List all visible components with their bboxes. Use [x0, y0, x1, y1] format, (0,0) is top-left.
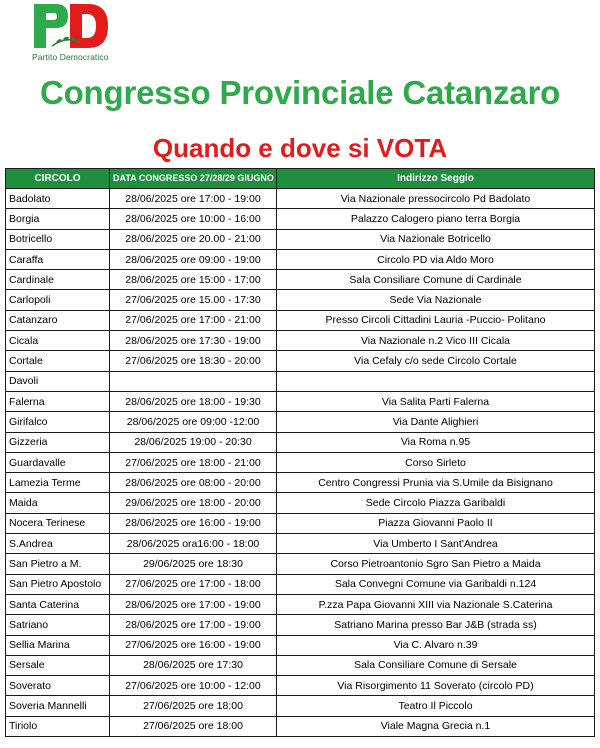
header-circolo: CIRCOLO — [6, 169, 110, 189]
cell-date: 27/06/2025 ore 15.00 - 17:30 — [110, 290, 277, 310]
table-row — [6, 554, 595, 574]
cell-date: 28/06/2025 ore 09:00 -12:00 — [110, 412, 277, 432]
header-date: DATA CONGRESSO 27/28/29 GIUGNO — [110, 169, 277, 189]
cell-date: 28/06/2025 ore 16:00 - 19:00 — [110, 513, 277, 533]
cell-date: 28/06/2025 ore 17:00 - 19:00 — [110, 594, 277, 614]
cell-circolo: Cortale — [6, 351, 110, 371]
cell-circolo: Botricello — [6, 229, 110, 249]
cell-circolo: Satriano — [6, 615, 110, 635]
table-row — [6, 310, 595, 330]
cell-date: 28/06/2025 ore 17:30 - 19:00 — [110, 331, 277, 351]
cell-date: 28/06/2025 ore 18:00 - 19:30 — [110, 391, 277, 411]
cell-circolo: Soverato — [6, 676, 110, 696]
header-address: Indirizzo Seggio — [277, 169, 595, 189]
pd-logo — [28, 2, 118, 66]
cell-address: Circolo PD via Aldo Moro — [277, 249, 595, 269]
cell-date: 28/06/2025 ore 17:00 - 19:00 — [110, 615, 277, 635]
cell-circolo: Tiriolo — [6, 716, 110, 736]
cell-date: 27/06/2025 ore 18:00 — [110, 716, 277, 736]
pd-logo-icon — [32, 2, 112, 52]
cell-address: Sede Circolo Piazza Garibaldi — [277, 493, 595, 513]
cell-circolo: Davoli — [6, 371, 110, 391]
table-row — [6, 432, 595, 452]
table-row — [6, 229, 595, 249]
cell-address: Piazza Giovanni Paolo II — [277, 513, 595, 533]
cell-date: 28/06/2025 ora16:00 - 18:00 — [110, 534, 277, 554]
cell-address: Presso Circoli Cittadini Lauria -Puccio- Politano — [277, 310, 595, 330]
table-row — [6, 696, 595, 716]
cell-address: Viale Magna Grecia n.1 — [277, 716, 595, 736]
cell-circolo: San Pietro a M. — [6, 554, 110, 574]
table-row — [6, 331, 595, 351]
table-row — [6, 189, 595, 209]
cell-circolo: Lamezia Terme — [6, 473, 110, 493]
table-body — [6, 189, 595, 737]
table-row — [6, 473, 595, 493]
table-row — [6, 574, 595, 594]
cell-date: 27/06/2025 ore 18:00 - 21:00 — [110, 452, 277, 472]
cell-address: Corso Sirleto — [277, 452, 595, 472]
cell-circolo: Cicala — [6, 331, 110, 351]
cell-address: Satriano Marina presso Bar J&B (strada ss) — [277, 615, 595, 635]
table-row — [6, 452, 595, 472]
cell-date: 27/06/2025 ore 17:00 - 18:00 — [110, 574, 277, 594]
cell-address: Sala Consiliare Comune di Cardinale — [277, 270, 595, 290]
table-row — [6, 655, 595, 675]
cell-address: Via Nazionale Botricello — [277, 229, 595, 249]
cell-address: Teatro Il Piccolo — [277, 696, 595, 716]
cell-date: 27/06/2025 ore 17:00 - 21:00 — [110, 310, 277, 330]
logo-text: Partito Democratico — [32, 52, 109, 62]
cell-date: 28/06/2025 ore 10:00 - 16:00 — [110, 209, 277, 229]
cell-date: 28/06/2025 ore 15:00 - 17:00 — [110, 270, 277, 290]
table-row — [6, 534, 595, 554]
cell-address: Via Nazionale pressocircolo Pd Badolato — [277, 189, 595, 209]
cell-date — [110, 371, 277, 391]
cell-address: Sede Via Nazionale — [277, 290, 595, 310]
page-subtitle: Quando e dove si VOTA — [152, 133, 448, 163]
cell-circolo: Soveria Mannelli — [6, 696, 110, 716]
cell-date: 28/06/2025 ore 09:00 - 19:00 — [110, 249, 277, 269]
table-row — [6, 209, 595, 229]
table-row — [6, 412, 595, 432]
cell-address: Via Salita Parti Falerna — [277, 391, 595, 411]
table-row — [6, 249, 595, 269]
cell-date: 28/06/2025 ore 08:00 - 20:00 — [110, 473, 277, 493]
cell-circolo: Falerna — [6, 391, 110, 411]
cell-circolo: Cardinale — [6, 270, 110, 290]
cell-address: Via Roma n.95 — [277, 432, 595, 452]
table-row — [6, 270, 595, 290]
cell-circolo: San Pietro Apostolo — [6, 574, 110, 594]
cell-address: Via C. Alvaro n.39 — [277, 635, 595, 655]
cell-circolo: Guardavalle — [6, 452, 110, 472]
table-row — [6, 391, 595, 411]
cell-address: P.zza Papa Giovanni XIII via Nazionale S.Caterina — [277, 594, 595, 614]
cell-circolo: Borgia — [6, 209, 110, 229]
table-row — [6, 513, 595, 533]
cell-date: 28/06/2025 ore 17:30 — [110, 655, 277, 675]
cell-date: 27/06/2025 ore 16:00 - 19:00 — [110, 635, 277, 655]
cell-date: 27/06/2025 ore 18:00 — [110, 696, 277, 716]
cell-address: Via Dante Alighieri — [277, 412, 595, 432]
cell-circolo: Badolato — [6, 189, 110, 209]
cell-address: Via Umberto I Sant'Andrea — [277, 534, 595, 554]
cell-address: Via Risorgimento 11 Soverato (circolo PD) — [277, 676, 595, 696]
cell-date: 29/06/2025 ore 18:00 - 20:00 — [110, 493, 277, 513]
table-row — [6, 290, 595, 310]
cell-circolo: Catanzaro — [6, 310, 110, 330]
cell-date: 29/06/2025 ore 18:30 — [110, 554, 277, 574]
cell-circolo: Sersale — [6, 655, 110, 675]
cell-address: Corso Pietroantonio Sgro San Pietro a Maida — [277, 554, 595, 574]
cell-date: 28/06/2025 ore 20.00 - 21:00 — [110, 229, 277, 249]
table-header-row — [6, 169, 595, 189]
cell-address: Via Cefaly c/o sede Circolo Cortale — [277, 351, 595, 371]
cell-circolo: Sellia Marina — [6, 635, 110, 655]
cell-date: 28/06/2025 ore 17:00 - 19:00 — [110, 189, 277, 209]
page-title: Congresso Provinciale Catanzaro — [39, 74, 561, 111]
cell-address — [277, 371, 595, 391]
cell-circolo: Gizzeria — [6, 432, 110, 452]
cell-address: Palazzo Calogero piano terra Borgia — [277, 209, 595, 229]
cell-date: 27/06/2025 ore 10:00 - 12:00 — [110, 676, 277, 696]
table-row — [6, 594, 595, 614]
table-row — [6, 716, 595, 736]
cell-circolo: Caraffa — [6, 249, 110, 269]
table-row — [6, 493, 595, 513]
cell-circolo: Girifalco — [6, 412, 110, 432]
cell-address: Via Nazionale n.2 Vico III Cicala — [277, 331, 595, 351]
cell-address: Sala Consiliare Comune di Sersale — [277, 655, 595, 675]
table-row — [6, 676, 595, 696]
table-row — [6, 615, 595, 635]
table-row — [6, 371, 595, 391]
cell-address: Sala Convegni Comune via Garibaldi n.124 — [277, 574, 595, 594]
cell-address: Centro Congressi Prunia via S.Umile da Bisignano — [277, 473, 595, 493]
cell-circolo: Santa Caterina — [6, 594, 110, 614]
cell-circolo: S.Andrea — [6, 534, 110, 554]
cell-date: 28/06/2025 19:00 - 20:30 — [110, 432, 277, 452]
cell-circolo: Maida — [6, 493, 110, 513]
polling-table — [5, 168, 595, 737]
cell-circolo: Carlopoli — [6, 290, 110, 310]
cell-date: 27/06/2025 ore 18:30 - 20:00 — [110, 351, 277, 371]
table-row — [6, 351, 595, 371]
cell-circolo: Nocera Terinese — [6, 513, 110, 533]
table-row — [6, 635, 595, 655]
